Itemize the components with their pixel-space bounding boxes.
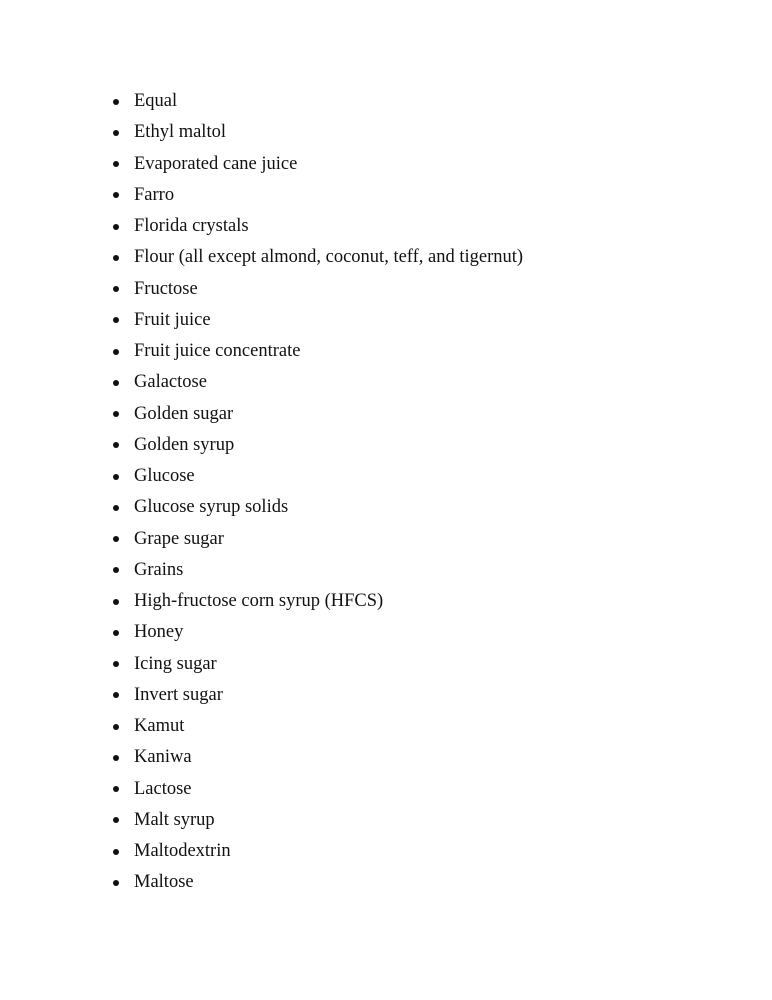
list-item bbox=[113, 649, 713, 680]
list-item-text: Lactose bbox=[134, 778, 192, 799]
list-item-text: Evaporated cane juice bbox=[134, 153, 298, 174]
bullet-icon bbox=[113, 442, 119, 448]
list-item-text: Grains bbox=[134, 559, 184, 580]
bullet-icon bbox=[113, 411, 119, 417]
list-item-text: Invert sugar bbox=[134, 684, 223, 705]
bullet-icon bbox=[113, 724, 119, 730]
bullet-icon bbox=[113, 661, 119, 667]
list-item bbox=[113, 617, 713, 648]
bullet-icon bbox=[113, 630, 119, 636]
bullet-icon bbox=[113, 99, 119, 105]
bullet-icon bbox=[113, 317, 119, 323]
bullet-icon bbox=[113, 474, 119, 480]
list-item-text: Maltose bbox=[134, 872, 194, 893]
list-item bbox=[113, 336, 713, 367]
list-item bbox=[113, 430, 713, 461]
list-item-text: Galactose bbox=[134, 372, 207, 393]
list-item bbox=[113, 367, 713, 398]
list-item bbox=[113, 180, 713, 211]
list-item-text: Kaniwa bbox=[134, 747, 192, 768]
bullet-icon bbox=[113, 161, 119, 167]
list-item bbox=[113, 274, 713, 305]
list-item-text: Fruit juice bbox=[134, 309, 211, 330]
list-item-text: Icing sugar bbox=[134, 653, 217, 674]
list-item bbox=[113, 211, 713, 242]
list-item-text: Malt syrup bbox=[134, 809, 215, 830]
list-item-text: Glucose bbox=[134, 466, 195, 486]
list-item-text: Golden sugar bbox=[134, 403, 234, 424]
list-item-text: Glucose syrup solids bbox=[134, 497, 289, 518]
list-item bbox=[113, 680, 713, 711]
list-item-text: Farro bbox=[134, 184, 175, 205]
list-item bbox=[113, 399, 713, 430]
list-item bbox=[113, 461, 713, 492]
bullet-icon bbox=[113, 567, 119, 573]
list-item-text: Flour (all except almond, coconut, teff, and tigernut) bbox=[134, 247, 524, 268]
list-item-text: Golden syrup bbox=[134, 434, 235, 455]
bullet-icon bbox=[113, 786, 119, 792]
list-item-text: Equal bbox=[134, 91, 178, 111]
list-item-text: Ethyl maltol bbox=[134, 122, 226, 143]
list-item-text: Maltodextrin bbox=[134, 841, 231, 861]
bullet-icon bbox=[113, 536, 119, 542]
bullet-icon bbox=[113, 255, 119, 261]
list-item bbox=[113, 774, 713, 805]
list-item bbox=[113, 867, 713, 898]
bullet-icon bbox=[113, 817, 119, 823]
bullet-icon bbox=[113, 849, 119, 855]
list-item bbox=[113, 492, 713, 523]
list-item bbox=[113, 305, 713, 336]
list-item bbox=[113, 742, 713, 773]
bullet-icon bbox=[113, 130, 119, 136]
list-item-text: Grape sugar bbox=[134, 528, 224, 549]
list-item-text: High-fructose corn syrup (HFCS) bbox=[134, 591, 384, 611]
bullet-list bbox=[113, 86, 713, 899]
bullet-icon bbox=[113, 692, 119, 698]
list-item bbox=[113, 586, 713, 617]
bullet-icon bbox=[113, 880, 119, 886]
list-item bbox=[113, 117, 713, 148]
bullet-icon bbox=[113, 599, 119, 605]
list-item bbox=[113, 242, 713, 273]
list-item bbox=[113, 836, 713, 867]
list-item bbox=[113, 86, 713, 117]
list-item-text: Fructose bbox=[134, 278, 198, 299]
list-item-text: Kamut bbox=[134, 716, 185, 736]
list-item bbox=[113, 149, 713, 180]
list-item bbox=[113, 555, 713, 586]
bullet-icon bbox=[113, 505, 119, 511]
list-item bbox=[113, 524, 713, 555]
bullet-icon bbox=[113, 380, 119, 386]
list-item-text: Fruit juice concentrate bbox=[134, 341, 301, 361]
list-item-text: Honey bbox=[134, 622, 184, 643]
bullet-icon bbox=[113, 349, 119, 355]
list-item bbox=[113, 805, 713, 836]
list-item-text: Florida crystals bbox=[134, 216, 249, 236]
bullet-icon bbox=[113, 286, 119, 292]
list-item bbox=[113, 711, 713, 742]
bullet-icon bbox=[113, 224, 119, 230]
bullet-icon bbox=[113, 755, 119, 761]
bullet-icon bbox=[113, 192, 119, 198]
